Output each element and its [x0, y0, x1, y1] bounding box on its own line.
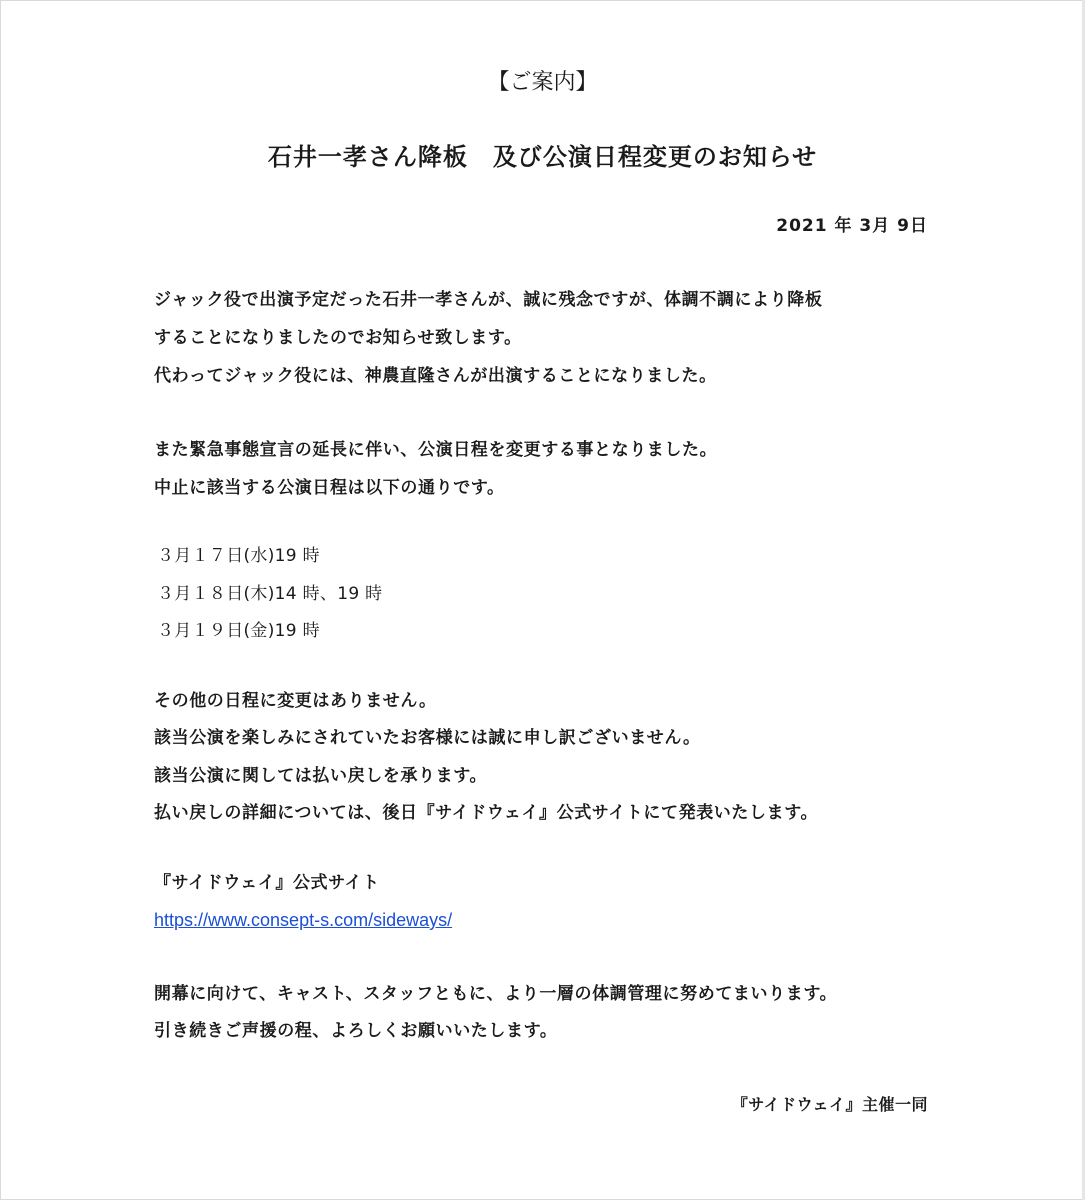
notice-date: 2021 年 3月 9日: [776, 216, 928, 236]
signature: 『サイドウェイ』主催一同: [731, 1095, 928, 1114]
paragraph1-line1: ジャック役で出演予定だった石井一孝さんが、誠に残念ですが、体調不調により降板: [154, 290, 823, 310]
official-site-label: 『サイドウェイ』公式サイト: [154, 873, 380, 893]
paragraph3-line2: 該当公演を楽しみにされていたお客様には誠に申し訳ございません。: [154, 728, 701, 748]
cancelled-date-item: ３月１９日(金)19 時: [157, 621, 320, 641]
closing-line2: 引き続きご声援の程、よろしくお願いいたします。: [154, 1021, 558, 1041]
paragraph2-line2: 中止に該当する公演日程は以下の通りです。: [154, 478, 505, 498]
official-site-link[interactable]: https://www.consept-s.com/sideways/: [154, 910, 453, 930]
paragraph3-line4: 払い戻しの詳細については、後日『サイドウェイ』公式サイトにて発表いたします。: [154, 803, 819, 823]
closing-line1: 開幕に向けて、キャスト、スタッフともに、より一層の体調管理に努めてまいります。: [154, 984, 838, 1004]
cancelled-date-item: ３月１７日(水)19 時: [157, 546, 320, 566]
notice-title: 石井一孝さん降板 及び公演日程変更のお知らせ: [267, 143, 818, 171]
paragraph1-line3: 代わってジャック役には、神農直隆さんが出演することになりました。: [154, 366, 717, 386]
paragraph1-line2: することになりましたのでお知らせ致します。: [154, 328, 522, 348]
cancelled-date-item: ３月１８日(木)14 時、19 時: [157, 584, 383, 604]
notice-label: 【ご案内】: [487, 70, 598, 95]
paragraph2-line1: また緊急事態宣言の延長に伴い、公演日程を変更する事となりました。: [154, 440, 718, 460]
paragraph3-line1: その他の日程に変更はありません。: [154, 691, 437, 711]
paragraph3-line3: 該当公演に関しては払い戻しを承ります。: [154, 766, 488, 786]
